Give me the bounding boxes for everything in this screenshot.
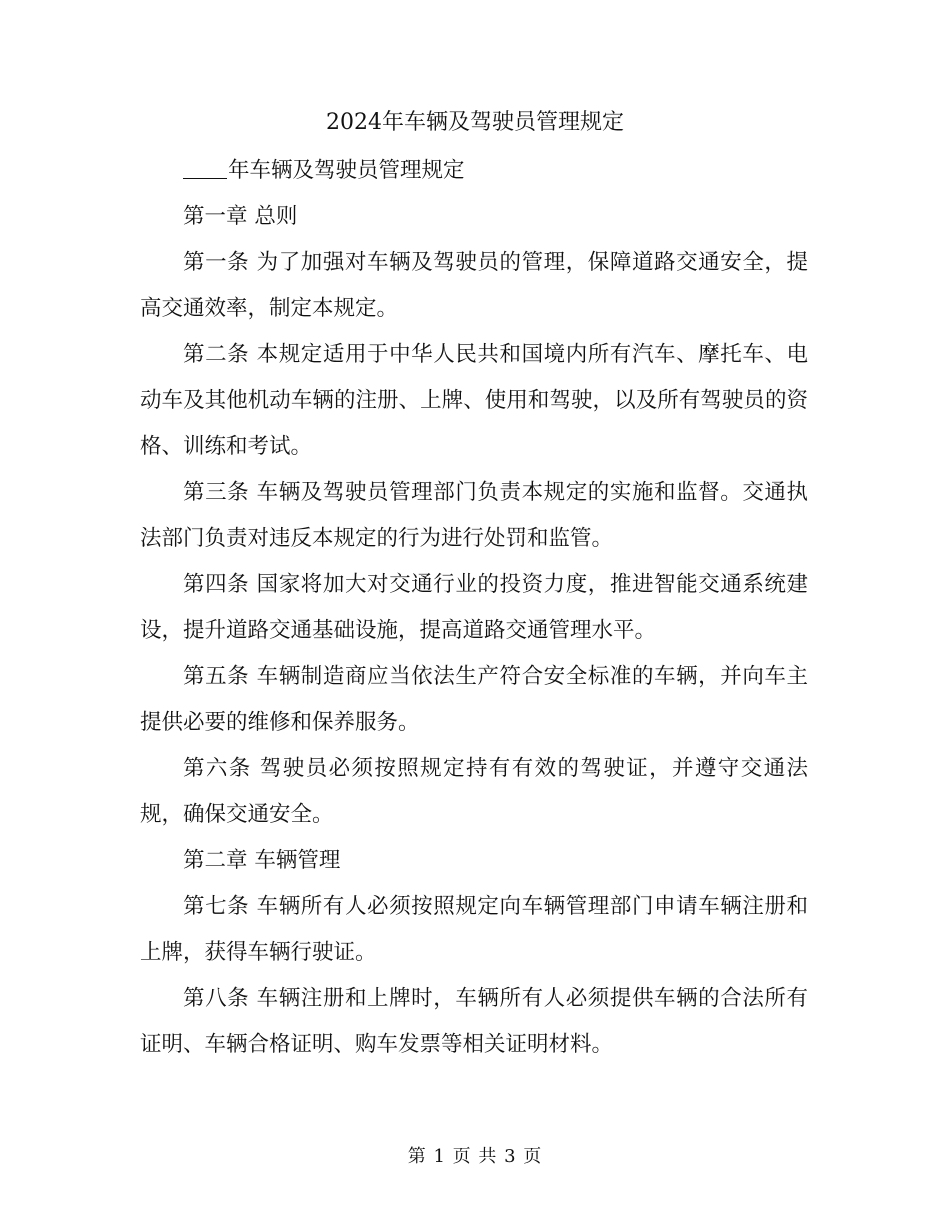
article-2: 第二条 本规定适用于中华人民共和国境内所有汽车、摩托车、电动车及其他机动车辆的注册、上牌、使用和驾驶，以及所有驾驶员的资格、训练和考试。 xyxy=(140,342,808,459)
subtitle-line xyxy=(140,148,808,194)
article-4: 第四条 国家将加大对交通行业的投资力度，推进智能交通系统建设，提升道路交通基础设施，提高道路交通管理水平。 xyxy=(140,572,808,643)
article-8: 第八条 车辆注册和上牌时，车辆所有人必须提供车辆的合法所有证明、车辆合格证明、购车发票等相关证明材料。 xyxy=(140,986,808,1057)
article-3: 第三条 车辆及驾驶员管理部门负责本规定的实施和监督。交通执法部门负责对违反本规定的行为进行处罚和监管。 xyxy=(140,480,808,551)
subtitle-text: 年车辆及驾驶员管理规定 xyxy=(228,158,465,183)
article-1: 第一条 为了加强对车辆及驾驶员的管理，保障道路交通安全，提高交通效率，制定本规定。 xyxy=(140,250,808,321)
article-5: 第五条 车辆制造商应当依法生产符合安全标准的车辆，并向车主提供必要的维修和保养服务。 xyxy=(140,664,808,735)
chapter-heading-2: 第二章 车辆管理 xyxy=(183,848,341,873)
page-number: 第 1 页 共 3 页 xyxy=(407,1146,543,1167)
article-7: 第七条 车辆所有人必须按照规定向车辆管理部门申请车辆注册和上牌，获得车辆行驶证。 xyxy=(140,894,808,965)
article-6: 第六条 驾驶员必须按照规定持有有效的驾驶证，并遵守交通法规，确保交通安全。 xyxy=(140,756,808,827)
blank-underline xyxy=(183,154,227,179)
document-title: 2024年车辆及驾驶员管理规定 xyxy=(326,110,624,135)
chapter-heading-1: 第一章 总则 xyxy=(183,204,298,229)
document-body xyxy=(140,148,808,1068)
